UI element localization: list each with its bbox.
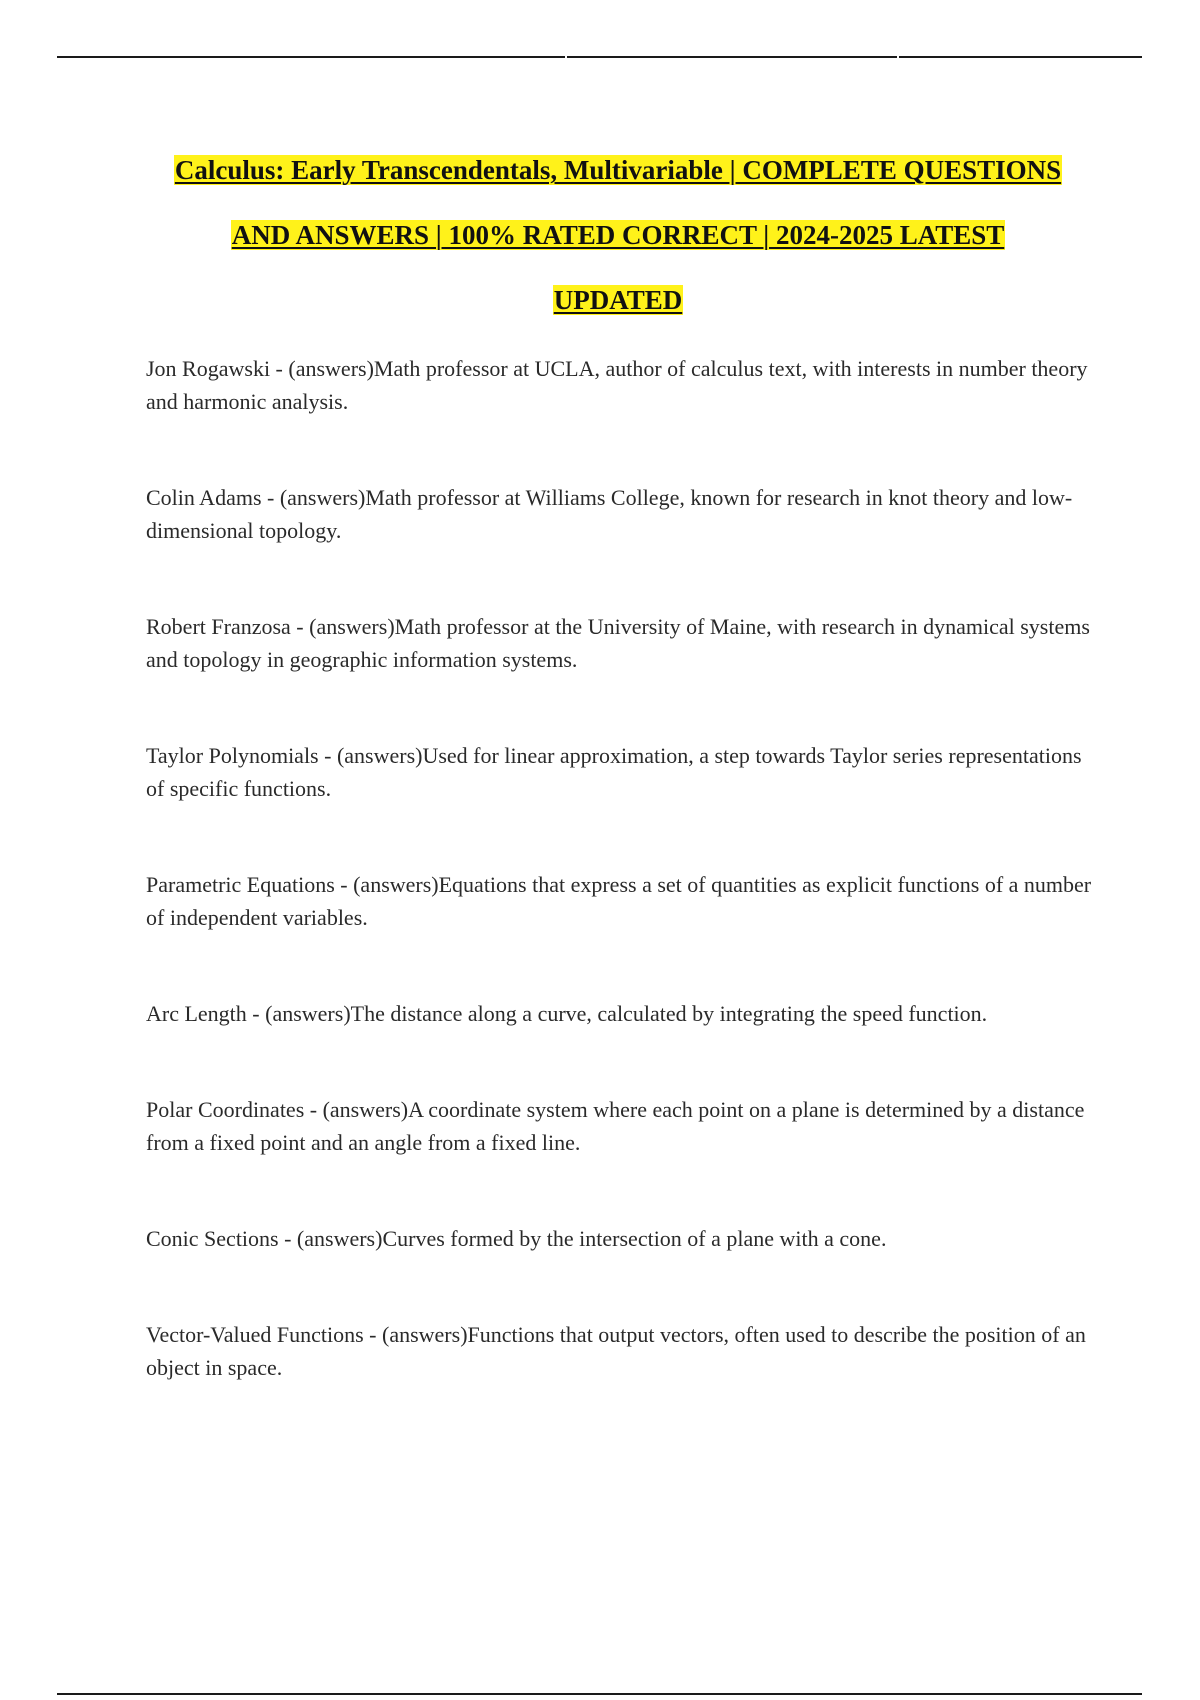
qa-entry-arc-length: Arc Length - (answers)The distance along a curve, calculated by integrating the speed function. — [146, 1001, 988, 1026]
document-title — [120, 138, 1116, 333]
qa-entry-jon-rogawski: Jon Rogawski - (answers)Math professor at UCLA, author of calculus text, with interests in number theory and harmonic analysis. — [146, 356, 1088, 414]
qa-entry-colin-adams: Colin Adams - (answers)Math professor at Williams College, known for research in knot theory and low-dimensional topology. — [146, 485, 1073, 543]
qa-entry-taylor-polynomials: Taylor Polynomials - (answers)Used for linear approximation, a step towards Taylor series representations of specific functions. — [146, 743, 1082, 801]
title-line-3: UPDATED — [553, 285, 683, 315]
divider-segment-gap — [565, 55, 567, 59]
divider-segment-gap — [897, 55, 899, 59]
title-line-1: Calculus: Early Transcendentals, Multivariable | COMPLETE QUESTIONS — [174, 155, 1062, 185]
title-line-2: AND ANSWERS | 100% RATED CORRECT | 2024-2025 LATEST — [231, 220, 1005, 250]
qa-entry-vector-valued-functions: Vector-Valued Functions - (answers)Functions that output vectors, often used to describe the position of an object in space. — [146, 1322, 1086, 1380]
bottom-divider-line — [57, 1693, 1142, 1695]
qa-entry-robert-franzosa: Robert Franzosa - (answers)Math professor at the University of Maine, with research in dynamical systems and topology in geographic information systems. — [146, 614, 1090, 672]
qa-entry-conic-sections: Conic Sections - (answers)Curves formed by the intersection of a plane with a cone. — [146, 1226, 887, 1251]
top-divider-line — [57, 56, 1142, 58]
qa-list — [146, 352, 1096, 1447]
qa-entry-parametric-equations: Parametric Equations - (answers)Equations that express a set of quantities as explicit functions of a number of independent variables. — [146, 872, 1092, 930]
qa-entry-polar-coordinates: Polar Coordinates - (answers)A coordinate system where each point on a plane is determined by a distance from a fixed point and an angle from a fixed line. — [146, 1097, 1085, 1155]
